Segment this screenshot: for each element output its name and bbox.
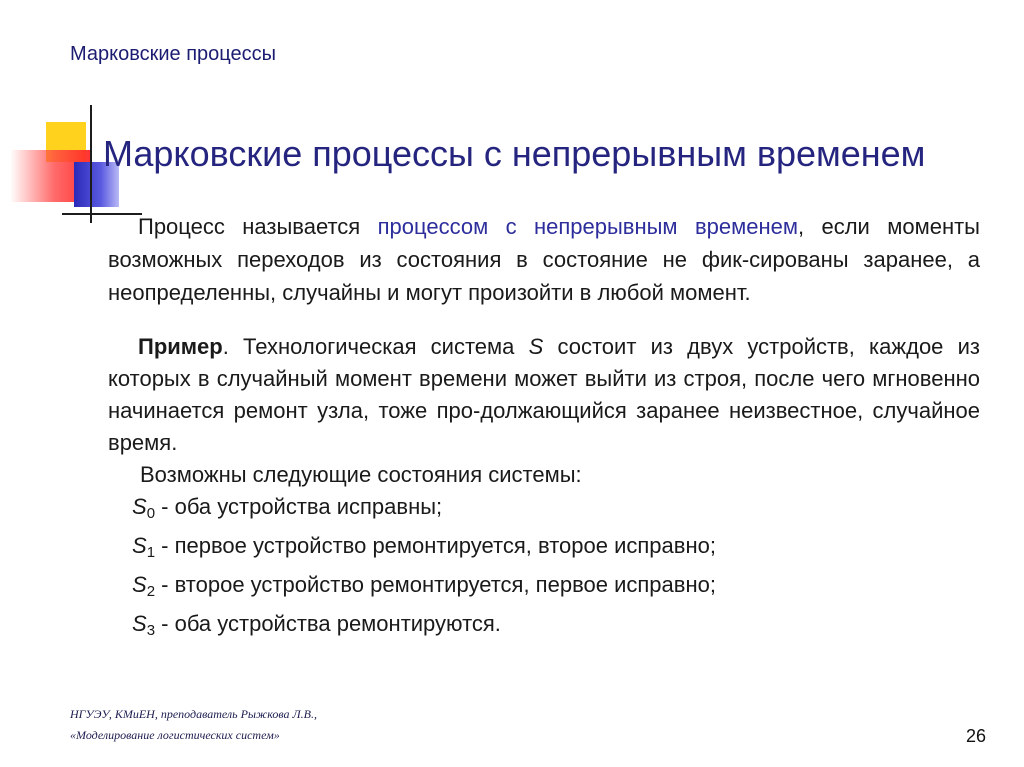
decor-vertical-line <box>90 105 92 223</box>
definition-text-end: , если моменты возможных переходов из состояния в состояние не фик-сированы заранее, а неопределенны, случайны и могут произойти в любой момент. <box>108 214 980 305</box>
definition-paragraph <box>108 210 980 309</box>
definition-highlight: процессом с непрерывным временем <box>377 214 798 239</box>
footer-author: НГУЭУ, КМиЕН, преподаватель Рыжкова Л.В., <box>70 707 317 721</box>
state-description: - оба устройства ремонтируются. <box>155 611 501 636</box>
slide-content <box>108 210 980 647</box>
state-description: - второе устройство ремонтируется, первое исправно; <box>155 572 716 597</box>
state-item <box>108 530 980 569</box>
system-symbol: S <box>528 334 544 359</box>
example-label: Пример <box>138 334 223 359</box>
example-paragraph <box>108 331 980 459</box>
state-symbol: $S_3$ <box>132 611 156 639</box>
slide-title: Марковские процессы с непрерывным временем <box>103 133 926 174</box>
state-symbol: $S_2$ <box>132 572 156 600</box>
state-item <box>108 491 980 530</box>
example-text-start: . Технологическая система <box>222 334 529 359</box>
header-title: Марковские процессы <box>70 43 277 65</box>
state-symbol: $S_1$ <box>132 533 156 561</box>
state-description: - оба устройства исправны; <box>155 494 443 519</box>
states-intro: Возможны следующие состояния системы: <box>140 462 582 487</box>
page-number: 26 <box>965 726 986 746</box>
state-item <box>108 569 980 608</box>
state-description: - первое устройство ремонтируется, второе исправно; <box>155 533 716 558</box>
example-text-end: состоит из двух устройств, каждое из которых в случайный момент времени может выйти из строя, после чего мгновенно начинается ремонт узла, тоже про-должающийся заранее неизвестное, случайное время. <box>108 334 980 455</box>
definition-text-start: Процесс называется <box>138 214 378 239</box>
state-item <box>108 608 980 647</box>
footer-course: «Моделирование логистических систем» <box>70 728 280 742</box>
state-symbol: $S_0$ <box>132 494 156 522</box>
